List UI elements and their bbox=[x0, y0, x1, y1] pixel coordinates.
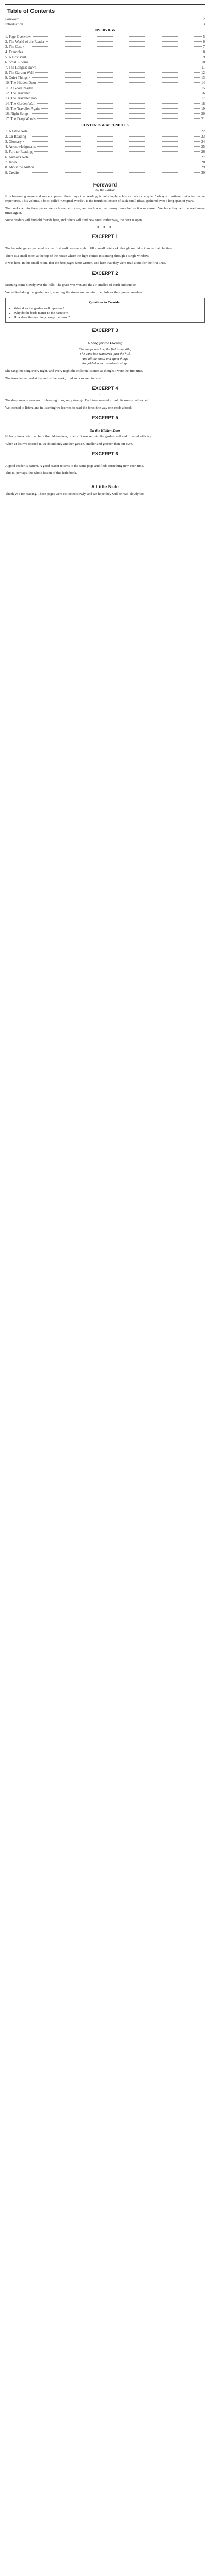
toc-entry[interactable] bbox=[5, 65, 205, 70]
toc-entry-label: 2. On Reading bbox=[5, 134, 26, 139]
toc-entry[interactable] bbox=[5, 165, 205, 170]
toc-entry-label: 10. The Hidden Door bbox=[5, 81, 36, 85]
toc-entry[interactable] bbox=[5, 49, 205, 55]
toc-entry-page: 13 bbox=[201, 76, 205, 80]
toc-entry[interactable] bbox=[5, 160, 205, 165]
questions-list bbox=[9, 306, 201, 320]
toc-entry-page: 28 bbox=[201, 160, 205, 164]
excerpt-paragraph: When at last we opened it, we found only another garden, smaller and greener than our own. bbox=[5, 442, 133, 446]
excerpt-section bbox=[5, 451, 205, 476]
toc-entry[interactable] bbox=[5, 106, 205, 111]
excerpt-section bbox=[5, 270, 205, 323]
toc-entry[interactable] bbox=[5, 91, 205, 96]
toc-entry[interactable] bbox=[5, 111, 205, 116]
toc-leader-dots bbox=[37, 118, 200, 119]
toc-entry-label: 11. A Good Reader bbox=[5, 86, 33, 90]
toc-entry-page: 26 bbox=[201, 150, 205, 154]
toc-entry-page: 18 bbox=[201, 101, 205, 106]
toc-title: Table of Contents bbox=[7, 8, 55, 14]
toc-leader-dots bbox=[37, 146, 200, 147]
question-item: • How does the morning change the mood? bbox=[14, 315, 201, 320]
toc-entry[interactable] bbox=[5, 155, 205, 160]
toc-leader-dots bbox=[28, 136, 200, 137]
excerpt-paragraph: We learned to listen, and in listening we learned to read the forest the way one reads a book. bbox=[5, 406, 133, 410]
toc-entry[interactable] bbox=[5, 139, 205, 144]
toc-leader-dots bbox=[37, 103, 200, 104]
foreword-body bbox=[5, 194, 205, 223]
excerpt-paragraph: A good reader is patient. A good reader returns to the same page and finds something new each time. bbox=[5, 464, 144, 468]
toc-entry-page: 14 bbox=[201, 81, 205, 85]
excerpt-section bbox=[5, 415, 205, 446]
toc-entry[interactable] bbox=[5, 22, 205, 27]
toc-entry[interactable] bbox=[5, 75, 205, 80]
toc-entry[interactable] bbox=[5, 39, 205, 44]
excerpt-paragraph: The knowledge we gathered on that first walk was enough to fill a small notebook, though we did not know it at the time. bbox=[5, 247, 173, 250]
excerpt-paragraph: We walked along the garden wall, counting the stones and naming the birds as they passed overhead. bbox=[5, 291, 144, 294]
toc-leader-dots bbox=[38, 82, 200, 83]
toc-entry-label: 1. Page Overview bbox=[5, 35, 31, 39]
toc-entry-label: 14. The Garden Wall bbox=[5, 101, 36, 106]
toc-entry-label: 5. A First Visit bbox=[5, 55, 26, 59]
top-divider bbox=[5, 4, 205, 5]
excerpt-heading: EXCERPT 1 bbox=[92, 234, 118, 239]
toc-leader-dots bbox=[34, 151, 200, 152]
toc-entry-label: 7. The Longest Dawn bbox=[5, 65, 37, 70]
toc-entry-label: 4. Examples bbox=[5, 50, 23, 54]
poem-line: And all the small and quiet things bbox=[82, 357, 128, 361]
foreword-paragraph: The books within these pages were chosen with care, and each was read many times before it was chosen. We hope they will be read many times again. bbox=[5, 207, 205, 215]
foreword-subtitle: by the Editor bbox=[95, 188, 115, 192]
excerpt-paragraph: There is a small room at the top of the house where the light comes in slanting through a single window. bbox=[5, 254, 149, 258]
toc-leader-dots bbox=[23, 141, 200, 142]
toc-entry[interactable] bbox=[5, 44, 205, 49]
toc-entry[interactable] bbox=[5, 16, 205, 22]
toc-section-heading bbox=[5, 123, 205, 128]
toc-entry-page: 22 bbox=[201, 129, 205, 133]
excerpt-heading: EXCERPT 2 bbox=[92, 270, 118, 276]
toc-entry-label: 6. Author's Note bbox=[5, 155, 29, 159]
toc-entry[interactable] bbox=[5, 129, 205, 134]
toc-entry-label: 1. A Little Note bbox=[5, 129, 28, 133]
excerpt-heading: EXCERPT 3 bbox=[92, 328, 118, 333]
excerpt-heading: EXCERPT 5 bbox=[92, 415, 118, 420]
toc-entry[interactable] bbox=[5, 116, 205, 122]
toc-entry-label: 7. Index bbox=[5, 160, 17, 164]
ornament-divider: · · · bbox=[99, 393, 111, 396]
ornament-divider: · · · bbox=[99, 459, 111, 462]
excerpt-section bbox=[5, 234, 205, 265]
excerpt-heading: EXCERPT 6 bbox=[92, 451, 118, 456]
toc-entry-page: 5 bbox=[203, 35, 205, 39]
foreword-paragraph: Some readers will find old friends here, and others will find new ones. Either way, the door is open. bbox=[5, 218, 143, 222]
toc-entry-page: 23 bbox=[201, 134, 205, 139]
toc-leader-dots bbox=[46, 41, 201, 42]
excerpt-section bbox=[5, 328, 205, 381]
toc-entry-page: 12 bbox=[201, 71, 205, 75]
toc-entry-page: 29 bbox=[201, 165, 205, 170]
toc-entry-page: 30 bbox=[201, 171, 205, 175]
toc-entry-page: 19 bbox=[201, 107, 205, 111]
toc-entry[interactable] bbox=[5, 70, 205, 75]
toc-entry-label: 9. Quiet Things bbox=[5, 76, 28, 80]
excerpt-paragraph: The deep woods were not frightening to us, only strange. Each tree seemed to hold its own small secret. bbox=[5, 399, 149, 402]
toc-entry-label: Foreword bbox=[5, 17, 20, 21]
excerpts-container bbox=[5, 234, 205, 476]
toc-entry-label: 8. About the Author bbox=[5, 165, 34, 170]
toc-entry[interactable] bbox=[5, 170, 205, 175]
ornament-divider: · · · bbox=[99, 335, 111, 338]
toc-entry-page: 17 bbox=[201, 96, 205, 100]
toc-entry[interactable] bbox=[5, 144, 205, 149]
toc-entry[interactable] bbox=[5, 96, 205, 101]
excerpt-paragraph: The traveller arrived at the end of the week, tired and covered in dust. bbox=[5, 377, 102, 380]
toc-entry[interactable] bbox=[5, 86, 205, 91]
toc-entry-page: 10 bbox=[201, 60, 205, 64]
toc-entry-page: 9 bbox=[203, 55, 205, 59]
toc-entry-page: 27 bbox=[201, 155, 205, 159]
toc-entry-label: 8. The Garden Wall bbox=[5, 71, 34, 75]
poem-line: The lamps are low, the fields are still, bbox=[79, 348, 131, 351]
toc-entry-label: 12. The Traveller bbox=[5, 91, 30, 95]
toc-leader-dots bbox=[35, 72, 200, 73]
toc-entry-label: 3. Glossary bbox=[5, 140, 22, 144]
toc-entry-page: 3 bbox=[203, 22, 205, 26]
excerpt-subheading: A Song for the Evening bbox=[87, 341, 123, 345]
toc-entry[interactable] bbox=[5, 60, 205, 65]
excerpt-paragraph: She sang this song every night, and every night the children listened as though it were the first time. bbox=[5, 369, 143, 373]
ornament-divider: · · · bbox=[99, 422, 111, 426]
toc-entry[interactable] bbox=[5, 34, 205, 39]
toc-entry-label: 5. Further Reading bbox=[5, 150, 33, 154]
toc-entry-label: 6. Small Rooms bbox=[5, 60, 28, 64]
foreword-paragraph: It is becoming more and more apparent these days that reading is not simply a leisure task or a quiet 'hobbyist' pastime, but a formative experience. This volume, a book called "Original Words", is the fourth collection of such small ideas, gathered over a long span of years. bbox=[5, 195, 205, 203]
toc-entry-page: 24 bbox=[201, 140, 205, 144]
toc-entry-label: 13. The Traveller Too bbox=[5, 96, 37, 100]
closing-heading: A Little Note bbox=[91, 484, 119, 489]
excerpt-paragraph: Nobody knew who had built the hidden door, or why. It was set into the garden wall and covered with ivy. bbox=[5, 435, 152, 438]
closing-body bbox=[5, 492, 205, 496]
excerpt-subheading: On the Hidden Door bbox=[89, 429, 121, 433]
toc-entry-label: 15. The Traveller Again bbox=[5, 107, 40, 111]
foreword-title: Foreword bbox=[93, 182, 117, 188]
toc-entry-page: 6 bbox=[203, 40, 205, 44]
toc-entry-label: OVERVIEW bbox=[94, 28, 116, 32]
toc-entry-page: 21 bbox=[201, 117, 205, 121]
toc-entry[interactable] bbox=[5, 149, 205, 155]
toc-entry-label: 16. Night Songs bbox=[5, 112, 29, 116]
toc-entry-page: 2 bbox=[203, 17, 205, 21]
questions-box-title: Questions to Consider bbox=[89, 301, 121, 304]
toc-entry-label: 17. The Deep Woods bbox=[5, 117, 36, 121]
closing-paragraph: Thank you for reading. These pages were collected slowly, and we hope they will be read slowly too. bbox=[5, 492, 145, 496]
questions-box bbox=[5, 298, 205, 323]
toc-leader-dots bbox=[21, 172, 200, 173]
toc-entry-page: 15 bbox=[201, 86, 205, 90]
ornament-divider: · · · bbox=[99, 278, 111, 281]
toc-entry-label: 4. Acknowledgments bbox=[5, 145, 36, 149]
excerpt-heading: EXCERPT 4 bbox=[92, 386, 118, 391]
toc-list bbox=[5, 16, 205, 175]
toc-entry-page: 25 bbox=[201, 145, 205, 149]
toc-entry[interactable] bbox=[5, 101, 205, 106]
poem-line: Are folded under evening's wings. bbox=[82, 362, 128, 365]
toc-entry[interactable] bbox=[5, 134, 205, 139]
toc-entry-label: Introduction bbox=[5, 22, 23, 26]
poem-line: The wind has wandered past the hill, bbox=[79, 352, 131, 356]
toc-entry-label: 3. The Cast bbox=[5, 45, 22, 49]
question-item: • What does the garden wall represent? bbox=[14, 306, 201, 311]
question-item: • Why do the birds matter to the narrator? bbox=[14, 311, 201, 315]
excerpt-section bbox=[5, 386, 205, 410]
toc-entry[interactable] bbox=[5, 55, 205, 60]
excerpt-paragraph: This is, perhaps, the whole lesson of this little book. bbox=[5, 471, 77, 475]
toc-entry-page: 20 bbox=[201, 112, 205, 116]
toc-entry-label: 9. Credits bbox=[5, 171, 20, 175]
toc-leader-dots bbox=[30, 113, 200, 114]
excerpt-poem bbox=[5, 347, 205, 366]
excerpt-paragraph: Morning came slowly over the hills. The grass was wet and the air smelled of earth and smoke. bbox=[5, 283, 137, 287]
toc-leader-dots bbox=[41, 108, 200, 109]
toc-entry-page: 7 bbox=[203, 45, 205, 49]
toc-entry-page: 11 bbox=[201, 65, 205, 70]
toc-entry-label: CONTENTS & APPENDICES bbox=[81, 123, 129, 127]
toc-entry-page: 16 bbox=[201, 91, 205, 95]
toc-section-heading bbox=[5, 28, 205, 33]
toc-entry-label: 2. The World of the Reader bbox=[5, 40, 45, 44]
toc-leader-dots bbox=[33, 36, 202, 37]
toc-entry-page: 8 bbox=[203, 50, 205, 54]
toc-entry[interactable] bbox=[5, 80, 205, 86]
toc-leader-dots bbox=[29, 77, 200, 78]
toc-leader-dots bbox=[23, 46, 202, 47]
ornament-divider: · · · bbox=[99, 241, 111, 244]
ornament-divider: ◆ ◆ ◆ bbox=[96, 226, 114, 229]
foreword-title-block bbox=[5, 182, 205, 192]
excerpt-paragraph: It was here, in this small room, that the first pages were written, and here that they were read aloud for the first time. bbox=[5, 261, 166, 265]
